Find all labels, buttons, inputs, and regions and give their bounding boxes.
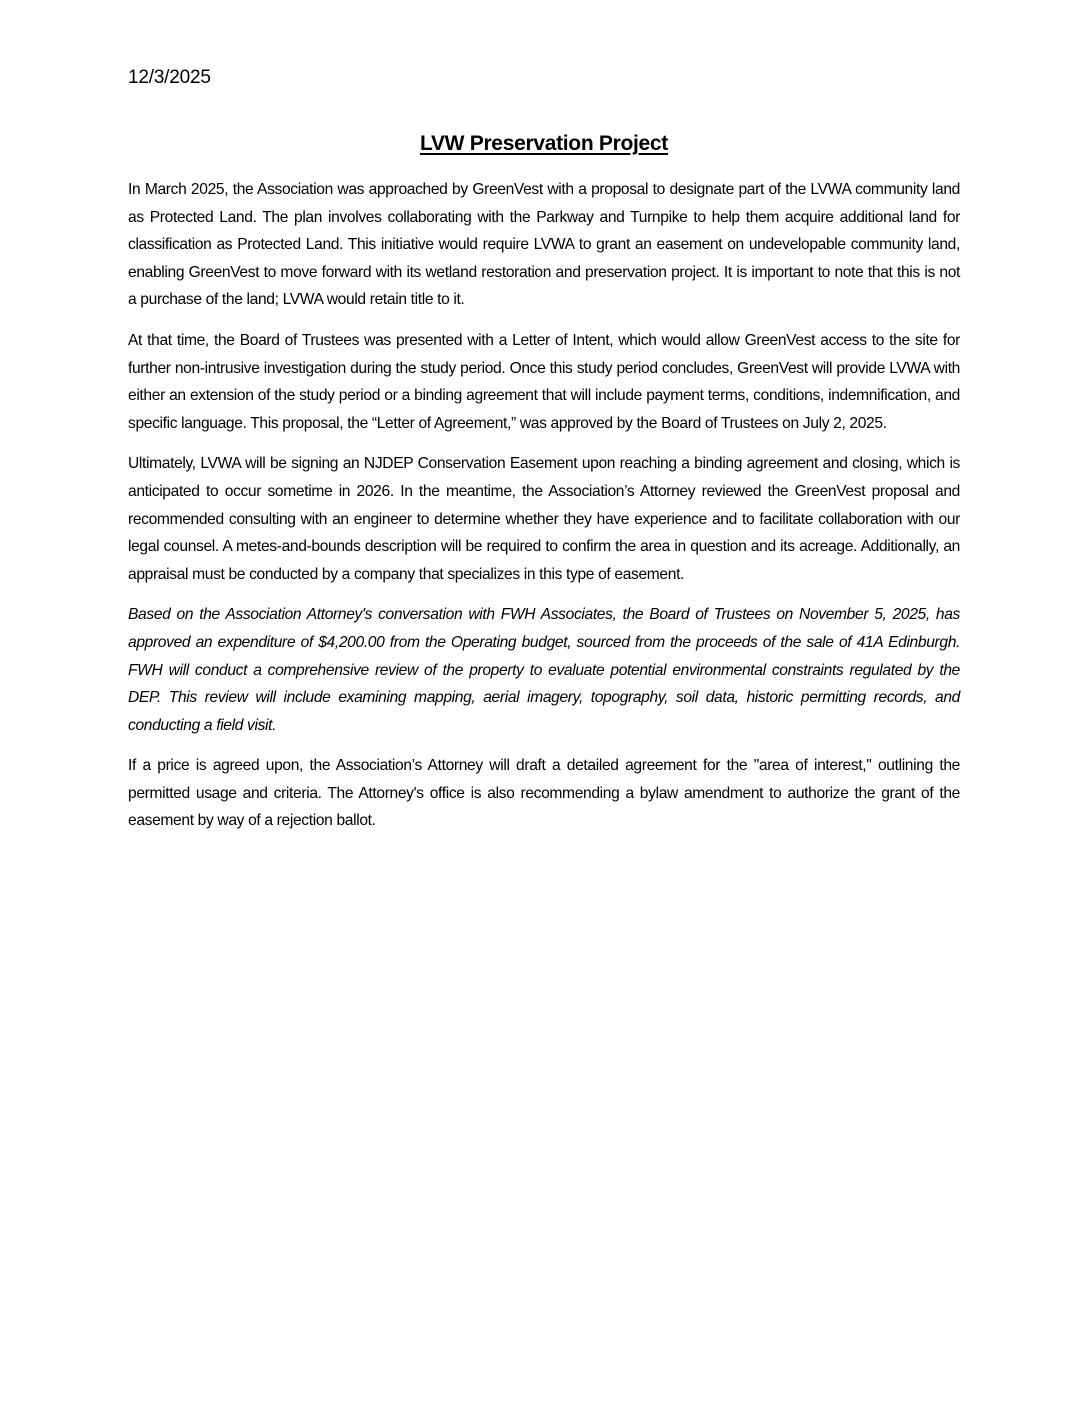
paragraph-agreement-and-bylaw: If a price is agreed upon, the Association’s Attorney will draft a detailed agreement for the "area of interest," outlining the permitted usage and criteria. The Attorney's office is also recommending a bylaw amendment to authorize the grant of the easement by way of a rejection ballot. bbox=[128, 757, 960, 830]
document-date: 12/3/2025 bbox=[128, 67, 211, 88]
paragraph-greenvest-proposal: In March 2025, the Association was approached by GreenVest with a proposal to designate part of the LVWA community land as Protected Land. The plan involves collaborating with the Parkway and Turnpike to help them acquire additional land for classification as Protected Land. This initiative would require LVWA to grant an easement on undevelopable community land, enabling GreenVest to move forward with its wetland restoration and preservation project. It is important to note that this is not a purchase of the land; LVWA would retain title to it. bbox=[128, 181, 960, 309]
paragraph-fwh-expenditure: Based on the Association Attorney's conversation with FWH Associates, the Board of Trustees on November 5, 2025, has approved an expenditure of $4,200.00 from the Operating budget, sourced from the proceeds of the sale of 41A Edinburgh. FWH will conduct a comprehensive review of the property to evaluate potential environmental constraints regulated by the DEP. This review will include examining mapping, aerial imagery, topography, soil data, historic permitting records, and conducting a field visit. bbox=[128, 606, 960, 734]
paragraph-letter-of-intent: At that time, the Board of Trustees was presented with a Letter of Intent, which would allow GreenVest access to the site for further non-intrusive investigation during the study period. Once this study period concludes, GreenVest will provide LVWA with either an extension of the study period or a binding agreement that will include payment terms, conditions, indemnification, and specific language. This proposal, the “Letter of Agreement,” was approved by the Board of Trustees on July 2, 2025. bbox=[128, 331, 960, 432]
document-title-text: LVW Preservation Project bbox=[420, 132, 668, 155]
paragraph-conservation-easement: Ultimately, LVWA will be signing an NJDEP Conservation Easement upon reaching a binding agreement and closing, which is anticipated to occur sometime in 2026. In the meantime, the Association’s Attorney reviewed the GreenVest proposal and recommended consulting with an engineer to determine whether they have experience and to facilitate collaboration with our legal counsel. A metes-and-bounds description will be required to confirm the area in question and its acreage. Additionally, an appraisal must be conducted by a company that specializes in this type of easement. bbox=[128, 455, 960, 583]
document-title bbox=[0, 130, 1088, 158]
document-body bbox=[128, 176, 960, 848]
